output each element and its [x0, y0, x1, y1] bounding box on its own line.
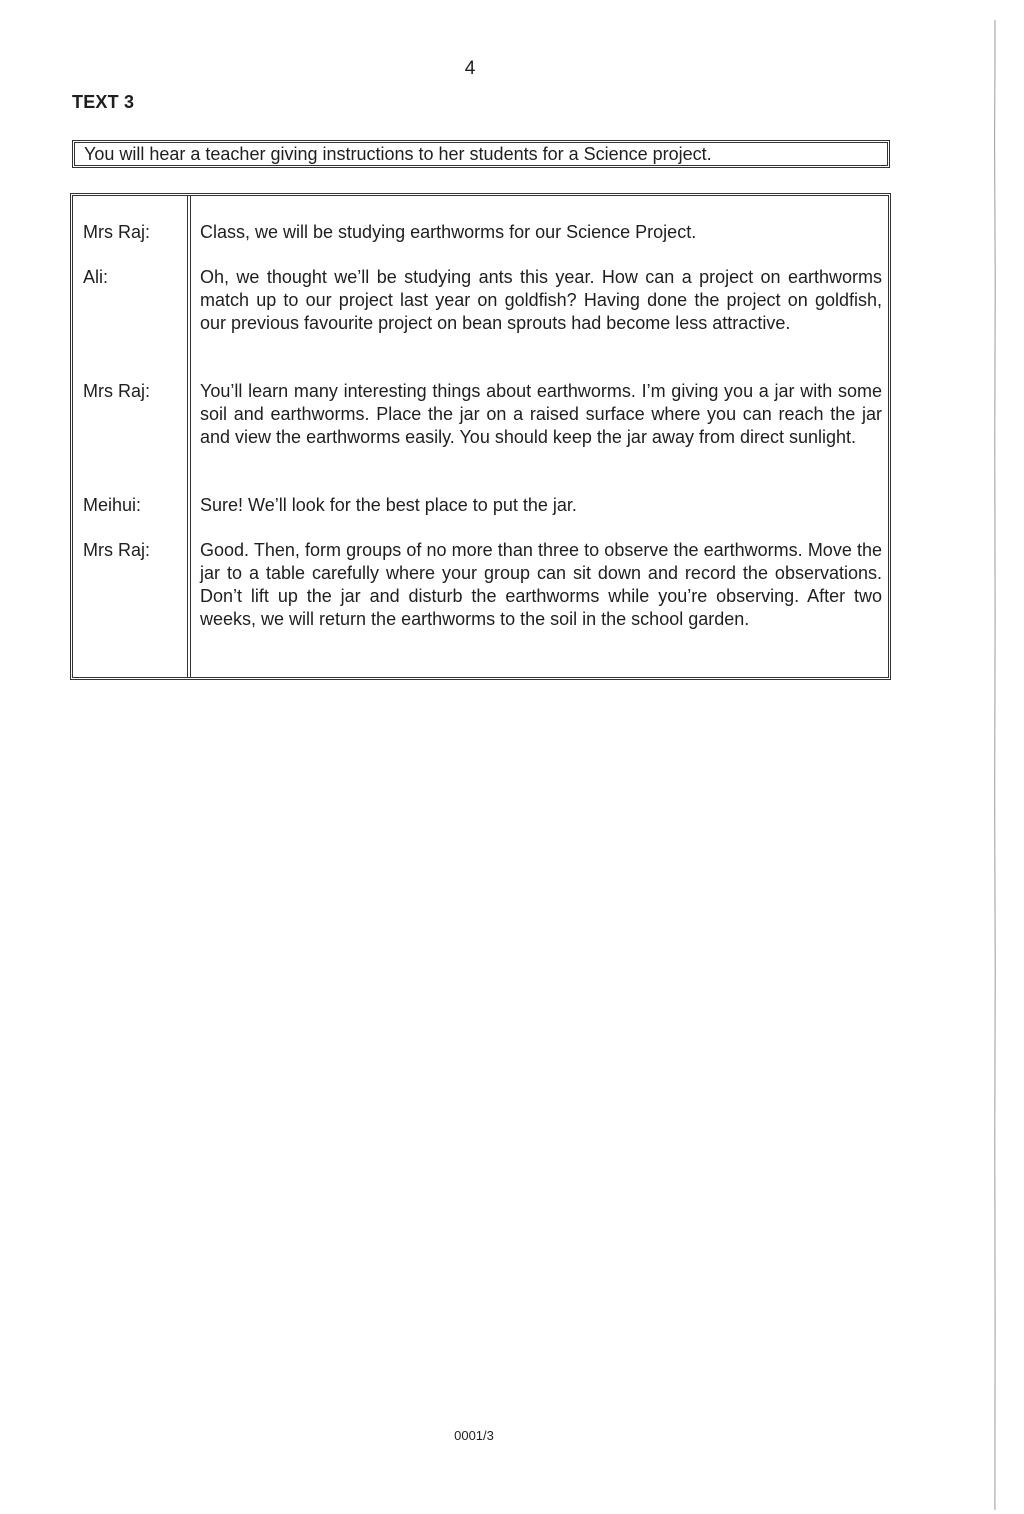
speaker-label: Mrs Raj:: [83, 540, 150, 560]
speech-text: Good. Then, form groups of no more than three to observe the earthworms. Move the jar to a table carefully where your group can sit down and record the observations. Don’t lift up the jar and disturb the earthworms while you’re observing. After two weeks, we will return the earthworms to the soil in the school garden.: [200, 540, 882, 629]
instruction-box: [72, 140, 890, 168]
speaker-label: Mrs Raj:: [83, 222, 150, 242]
speech-text: Oh, we thought we’ll be studying ants this year. How can a project on earthworms match up to our project last year on goldfish? Having done the project on goldfish, our previous favourite project on bean sprouts had become less attractive.: [200, 267, 882, 333]
section-title: TEXT 3: [72, 92, 135, 112]
page-number: 4: [464, 58, 476, 79]
speech-text: Class, we will be studying earthworms for our Science Project.: [200, 222, 697, 242]
instruction-text: You will hear a teacher giving instructions to her students for a Science project.: [84, 144, 712, 164]
speaker-label: Meihui:: [83, 495, 142, 515]
speech-text: You’ll learn many interesting things about earthworms. I’m giving you a jar with some soil and earthworms. Place the jar on a raised surface where you can reach the jar and view the earthworms easily. You should keep the jar away from direct sunlight.: [200, 381, 882, 447]
scan-edge-line: [994, 20, 996, 1510]
footer-code: 0001/3: [454, 1428, 494, 1443]
column-divider: [187, 196, 191, 677]
speaker-label: Ali:: [83, 267, 109, 287]
dialogue-table: [70, 193, 891, 680]
speech-text: Sure! We’ll look for the best place to put the jar.: [200, 495, 577, 515]
speaker-label: Mrs Raj:: [83, 381, 150, 401]
